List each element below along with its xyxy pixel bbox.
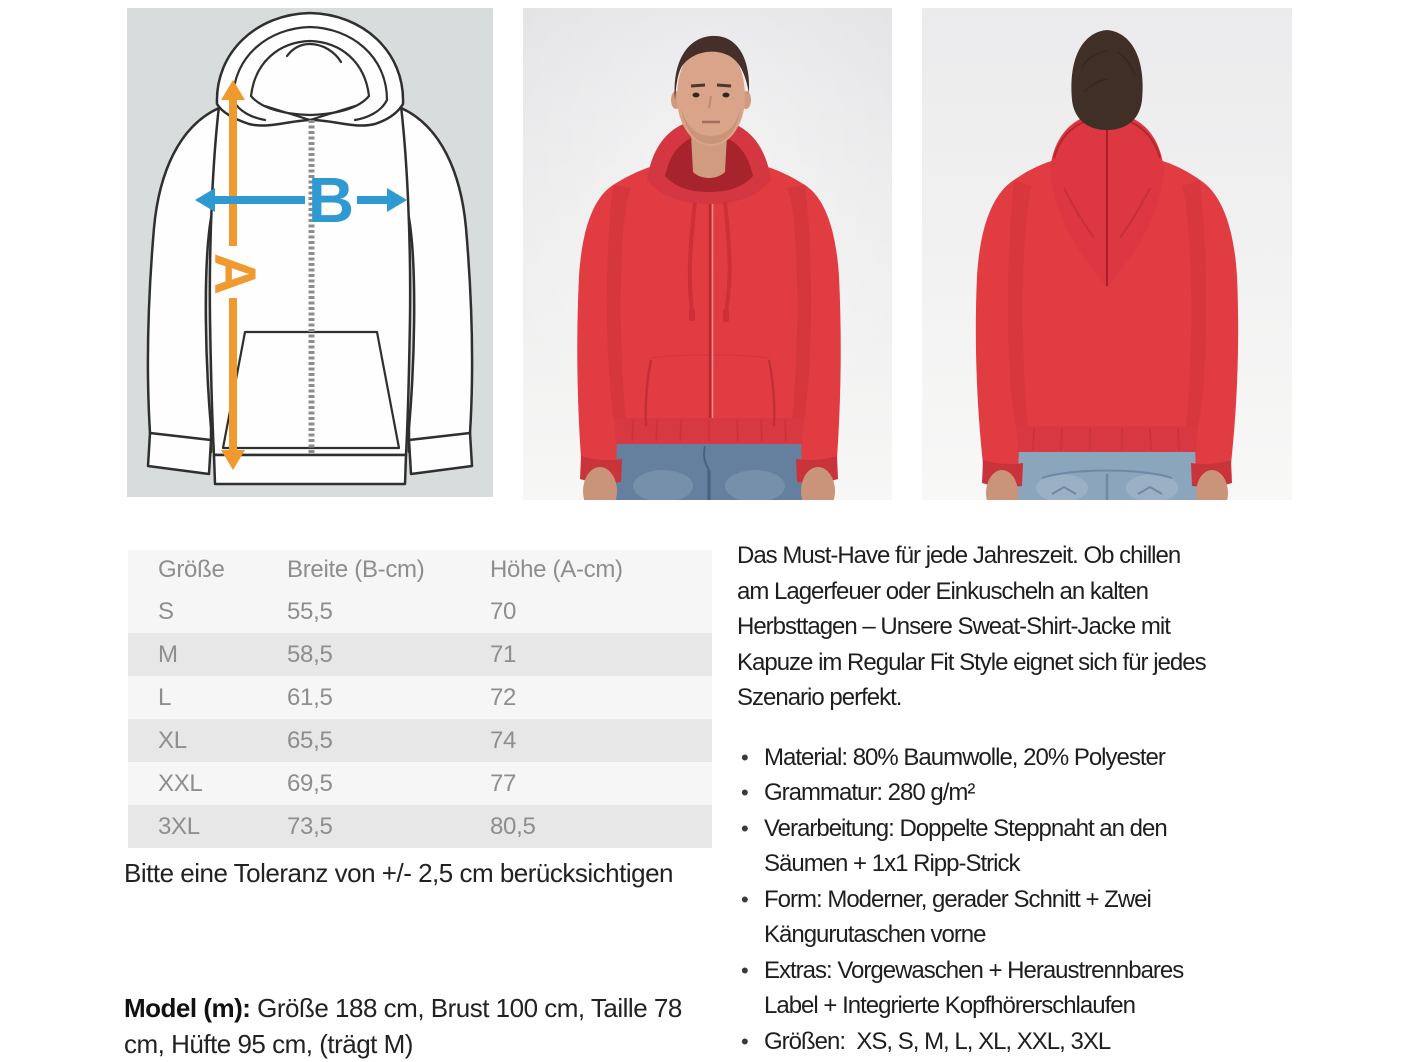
model-info-label: Model (m): xyxy=(124,993,251,1023)
hoodie-measurement-graphic xyxy=(127,8,493,497)
height-cell: 71 xyxy=(490,640,517,668)
height-cell: 72 xyxy=(490,683,517,711)
column-header-height: Höhe (A-cm) xyxy=(490,556,623,583)
size-table-row xyxy=(128,805,712,848)
description-bullet: • Material: 80% Baumwolle, 20% Polyester xyxy=(737,740,1207,776)
size-cell: 3XL xyxy=(158,812,200,840)
width-cell: 69,5 xyxy=(287,769,333,797)
height-label-a: A xyxy=(202,253,267,295)
description-bullet-list xyxy=(737,740,1207,1060)
description-bullet: • Größen: XS, S, M, L, XL, XXL, 3XL xyxy=(737,1024,1207,1060)
right-eye xyxy=(723,93,730,98)
description-bullet: • Grammatur: 280 g/m² xyxy=(737,775,1207,811)
width-cell: 61,5 xyxy=(287,683,333,711)
size-measurement-diagram xyxy=(127,8,493,497)
column-header-width: Breite (B-cm) xyxy=(287,556,425,583)
drawstring-aglet-left xyxy=(689,308,695,321)
width-cell: 58,5 xyxy=(287,640,333,668)
description-bullet: • Verarbeitung: Doppelte Steppnaht an den Säumen + 1x1 Ripp-Strick xyxy=(737,811,1207,882)
width-cell: 65,5 xyxy=(287,726,333,754)
description-intro: Das Must-Have für jede Jahreszeit. Ob chillen am Lagerfeuer oder Einkuscheln an kalten Herbsttagen – Unsere Sweat-Shirt-Jacke mit Kapuze im Regular Fit Style eignet sich für jedes Szenario perfekt. xyxy=(737,542,1206,711)
size-table xyxy=(128,550,712,848)
back-hem-band xyxy=(1016,426,1198,452)
width-label-b: B xyxy=(307,164,355,236)
product-description xyxy=(737,538,1207,1059)
left-eye xyxy=(693,93,700,98)
size-table-row xyxy=(128,676,712,719)
product-photo-back xyxy=(922,8,1292,500)
diagram-left-cuff xyxy=(148,433,211,474)
diagram-right-cuff xyxy=(409,433,472,474)
model-back-view-red-hoodie xyxy=(922,8,1292,500)
model-info xyxy=(124,990,684,1062)
size-cell: M xyxy=(158,640,178,668)
diagram-waistband xyxy=(214,455,406,484)
size-cell: S xyxy=(158,597,174,625)
tolerance-note: Bitte eine Toleranz von +/- 2,5 cm berücksichtigen xyxy=(124,858,673,888)
size-table-row xyxy=(128,590,712,633)
size-cell: L xyxy=(158,683,172,711)
size-cell: XL xyxy=(158,726,187,754)
model-info-details: Größe 188 cm, Brust 100 cm, Taille 78 cm, Hüfte 95 cm, (trägt M) xyxy=(124,993,682,1059)
height-cell: 70 xyxy=(490,597,517,625)
size-cell: XXL xyxy=(158,769,203,797)
column-header-size: Größe xyxy=(158,556,225,583)
size-table-row xyxy=(128,762,712,805)
height-cell: 74 xyxy=(490,726,517,754)
product-photo-front xyxy=(523,8,892,500)
model-front-view-red-zip-hoodie xyxy=(523,8,892,500)
size-table-header-row xyxy=(128,550,712,590)
description-bullet: • Extras: Vorgewaschen + Heraustrennbares Label + Integrierte Kopfhörerschlaufen xyxy=(737,953,1207,1024)
diagram-hood xyxy=(217,13,403,126)
width-cell: 55,5 xyxy=(287,597,333,625)
drawstring-aglet-right xyxy=(723,309,729,322)
size-table-body xyxy=(128,590,712,848)
size-table-row xyxy=(128,719,712,762)
width-cell: 73,5 xyxy=(287,812,333,840)
size-table-row xyxy=(128,633,712,676)
back-hair xyxy=(1071,30,1142,130)
description-bullet: • Form: Moderner, gerader Schnitt + Zwei Kängurutaschen vorne xyxy=(737,882,1207,953)
height-cell: 77 xyxy=(490,769,517,797)
height-cell: 80,5 xyxy=(490,812,536,840)
